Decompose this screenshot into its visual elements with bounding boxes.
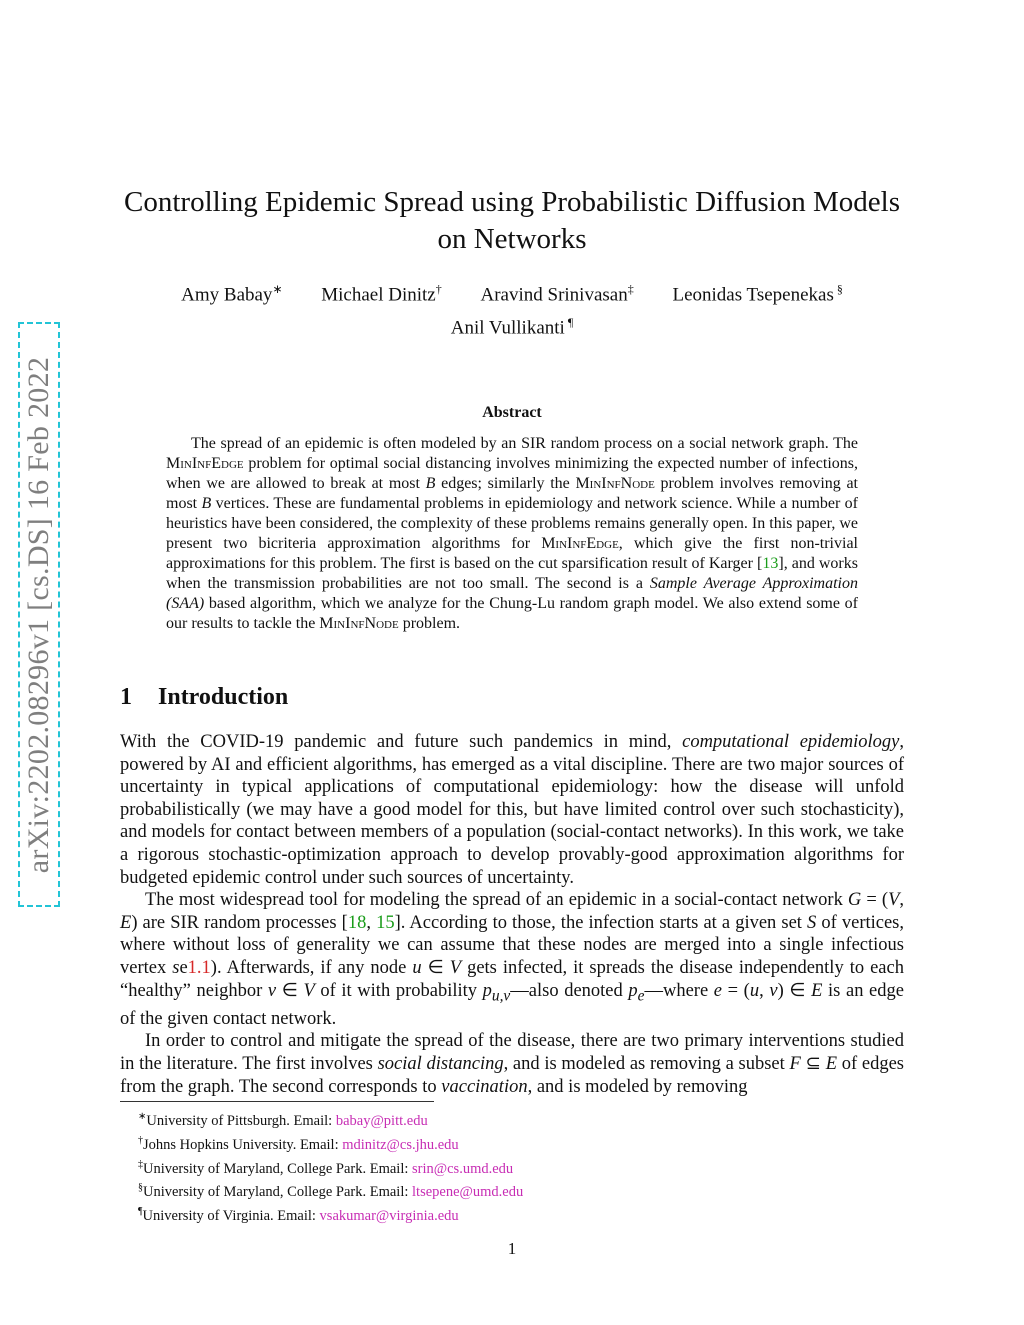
footnote-mark[interactable]: † (435, 282, 442, 296)
footnote-divider (120, 1101, 434, 1102)
citation-link[interactable]: 15 (376, 912, 395, 933)
citation-link[interactable]: 18 (347, 912, 367, 933)
email-link[interactable]: vsakumar@virginia.edu (319, 1208, 459, 1225)
author-list-row2 (0, 315, 1024, 339)
footnote-mark[interactable]: ¶ (564, 315, 574, 329)
paragraph: The most widespread tool for modeling the spread of an epidemic in a social-contact network G = (V, E) are SIR random processes [18, 15]. According to those, the infection starts at a given set S of vertices, where without loss of generality we can assume that these nodes are merged into a single infectious vertex se1.1). Afterwards, if any node u ∈ V gets infected, it spreads the disease independently to each “healthy” neighbor v ∈ V of it with probability $p_{u,v}—also$ denoted $p_e—where$ e = (u, v) ∈ E is an edge of the given contact network. (120, 890, 905, 1029)
section-reference-link[interactable]: 1.1 (187, 957, 211, 978)
problem-name: MinInfEdge (541, 535, 619, 552)
body-text (120, 731, 904, 1098)
footnote: ‡University of Maryland, College Park. Email: srin@cs.umd.edu (138, 1158, 514, 1177)
problem-name: MinInfEdge (166, 455, 244, 472)
email-link[interactable]: srin@cs.umd.edu (412, 1160, 514, 1177)
citation-link[interactable]: 13 (762, 555, 779, 572)
footnotes (138, 1107, 523, 1226)
page-number: 1 (507, 1239, 517, 1258)
author: Aravind Srinivasan‡ (480, 282, 634, 306)
author: Amy Babay∗ (181, 282, 283, 306)
section-heading (120, 684, 288, 711)
abstract-text: The spread of an epidemic is often modeled by an SIR random process on a social network graph. The MinInfEdge problem for optimal social distancing involves minimizing the expected number of infections, when we are allowed to break at most B edges; similarly the MinInfNode problem involves removing at most B vertices. These are fundamental problems in epidemiology and network science. While a number of heuristics have been considered, the complexity of these problems remains generally open. In this paper, we present two bicriteria approximation algorithms for MinInfEdge, which give the first non-trivial approximations for this problem. The first is based on the cut sparsification result of Karger [13], and works when the transmission probabilities are not too small. The second is a Sample Average Approximation (SAA) based algorithm, which we analyze for the Chung-Lu random graph model. We also extend some of our results to tackle the MinInfNode problem. (166, 435, 859, 632)
section-number: 1 (120, 684, 132, 710)
problem-name: MinInfNode (319, 615, 399, 632)
footnote: †Johns Hopkins University. Email: mdinitz@cs.jhu.edu (138, 1134, 459, 1153)
paper-title: Controlling Epidemic Spread using Probabilistic Diffusion Models on Networks (124, 186, 900, 255)
footnote-mark[interactable]: ∗ (272, 282, 283, 296)
abstract-heading: Abstract (482, 404, 542, 421)
author: Leonidas Tsepenekas § (672, 282, 843, 306)
section-title: Introduction (158, 684, 289, 710)
paragraph: In order to control and mitigate the spread of the disease, there are two primary interventions studied in the literature. The first involves social distancing, and is modeled as removing a subset F ⊆ E of edges from the graph. The second corresponds to vaccination, and is modeled by removing (120, 1031, 904, 1097)
email-link[interactable]: ltsepene@umd.edu (412, 1184, 524, 1201)
footnote-mark[interactable]: ‡ (627, 282, 634, 296)
footnote: ¶University of Virginia. Email: vsakumar@virginia.edu (138, 1206, 459, 1225)
arxiv-identifier-text: arXiv:2202.08296v1 [cs.DS] 16 Feb 2022 (22, 356, 55, 873)
author-list (0, 282, 1024, 306)
problem-name: MinInfNode (575, 475, 655, 492)
footnote: ∗University of Pittsburgh. Email: babay@pitt.edu (138, 1111, 428, 1129)
author: Michael Dinitz† (321, 282, 442, 306)
email-link[interactable]: mdinitz@cs.jhu.edu (342, 1136, 459, 1153)
paragraph: With the COVID-19 pandemic and future such pandemics in mind, computational epidemiology, powered by AI and efficient algorithms, has emerged as a vital discipline. There are two major sources of uncertainty in typical applications of computational epidemiology: how the disease will unfold probabilistically (we may have a good model for this, but have limited control over such stochasticity), and models for contact between members of a population (social-contact networks). In this work, we take a rigorous stochastic-optimization approach to develop provably-good approximation algorithms for budgeted epidemic control under such sources of uncertainty. (120, 732, 904, 888)
email-link[interactable]: babay@pitt.edu (335, 1112, 428, 1129)
footnote: §University of Maryland, College Park. Email: ltsepene@umd.edu (138, 1182, 524, 1201)
footnote-mark[interactable]: § (833, 282, 843, 296)
author: Anil Vullikanti ¶ (450, 315, 574, 339)
